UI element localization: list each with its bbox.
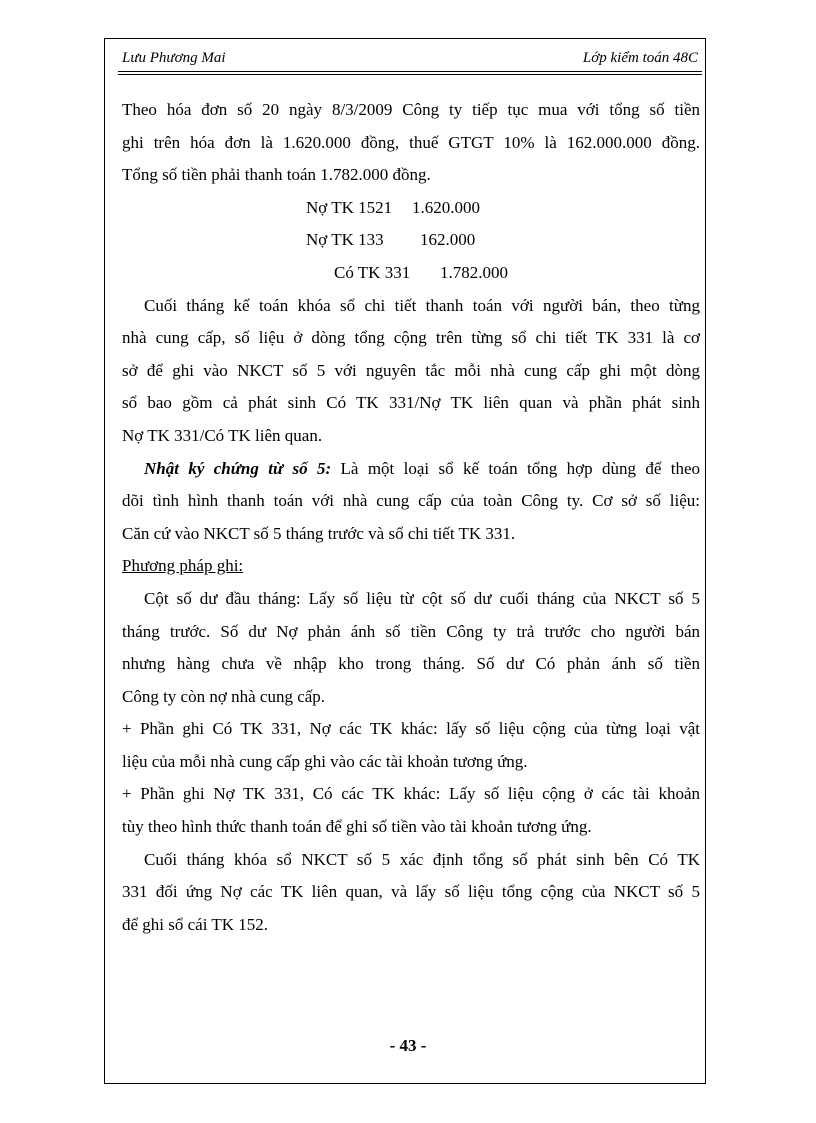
method-heading-text: Phương pháp ghi: xyxy=(122,556,244,576)
p2-line-3: sở để ghi vào NKCT số 5 với nguyên tắc mỗi nhà cung cấp ghi một dòng xyxy=(122,360,700,380)
p7-line-2: 331 đối ứng Nợ các TK liên quan, và lấy số liệu tổng cộng của NKCT số 5 xyxy=(122,882,700,902)
p2-line-1: Cuối tháng kế toán khóa sổ chi tiết thanh toán với người bán, theo từng xyxy=(144,295,700,315)
p6-line-2: tùy theo hình thức thanh toán để ghi số tiền vào tài khoản tương ứng. xyxy=(122,817,592,837)
p5-line-2: liệu của mỗi nhà cung cấp ghi vào các tài khoản tương ứng. xyxy=(122,751,528,771)
entry-amount: 1.782.000 xyxy=(440,262,508,282)
header-class: Lớp kiểm toán 48C xyxy=(582,50,698,66)
header-author: Lưu Phương Mai xyxy=(122,50,226,66)
p7-line-3: để ghi sổ cái TK 152. xyxy=(122,914,269,934)
page-header xyxy=(122,50,698,67)
p2-line-5: Nợ TK 331/Có TK liên quan. xyxy=(122,425,323,445)
header-rule-bottom xyxy=(118,74,702,75)
header-rule-top xyxy=(118,71,702,72)
entry-account: Có TK 331 xyxy=(334,262,411,282)
p4-line-3: nhưng hàng chưa về nhập kho trong tháng. Số dư Có phản ánh số tiền xyxy=(122,654,700,674)
p3-line-1-rest: Là một loại sổ kế toán tổng hợp dùng để theo xyxy=(331,458,700,478)
entry-account: Nợ TK 1521 xyxy=(306,197,393,217)
entry-amount: 162.000 xyxy=(420,230,476,250)
page-body xyxy=(122,94,700,941)
page-number: - 43 - xyxy=(389,1036,427,1055)
p2-line-4: sổ bao gồm cả phát sinh Có TK 331/Nợ TK liên quan và phần phát sinh xyxy=(122,393,700,413)
p7-line-1: Cuối tháng khóa sổ NKCT số 5 xác định tổng số phát sinh bên Có TK xyxy=(144,849,700,869)
p3-line-2: dõi tình hình thanh toán với nhà cung cấp của toàn Công ty. Cơ sở số liệu: xyxy=(122,491,700,511)
journal-entry-debit-133 xyxy=(122,224,700,257)
entry-amount: 1.620.000 xyxy=(412,197,480,217)
p4-line-4: Công ty còn nợ nhà cung cấp. xyxy=(122,686,326,706)
p3-line-1 xyxy=(122,453,700,486)
p4-line-2: tháng trước. Số dư Nợ phản ánh số tiền Công ty trả trước cho người bán xyxy=(122,621,700,641)
p1-line-2: ghi trên hóa đơn là 1.620.000 đồng, thuế GTGT 10% là 162.000.000 đồng. xyxy=(122,132,700,152)
p1-line-3: Tổng số tiền phải thanh toán 1.782.000 đồng. xyxy=(122,165,431,185)
entry-account: Nợ TK 133 xyxy=(306,230,384,250)
method-heading xyxy=(122,550,700,583)
p4-line-1: Cột số dư đầu tháng: Lấy số liệu từ cột số dư cuối tháng của NKCT số 5 xyxy=(144,588,700,608)
p5-line-1: + Phần ghi Có TK 331, Nợ các TK khác: lấy số liệu cộng của từng loại vật xyxy=(122,719,700,739)
p6-line-1: + Phần ghi Nợ TK 331, Có các TK khác: Lấy số liệu cộng ở các tài khoản xyxy=(122,784,700,804)
p3-line-3: Căn cứ vào NKCT số 5 tháng trước và sổ chi tiết TK 331. xyxy=(122,523,516,543)
p1-line-1: Theo hóa đơn số 20 ngày 8/3/2009 Công ty tiếp tục mua với tổng số tiền xyxy=(122,100,700,119)
journal-entry-credit-331 xyxy=(122,257,700,290)
nkct5-title: Nhật ký chứng từ số 5: xyxy=(144,458,332,478)
p2-line-2: nhà cung cấp, số liệu ở dòng tổng cộng trên từng sổ chi tiết TK 331 là cơ xyxy=(122,328,700,348)
journal-entry-debit-1521 xyxy=(122,192,700,225)
